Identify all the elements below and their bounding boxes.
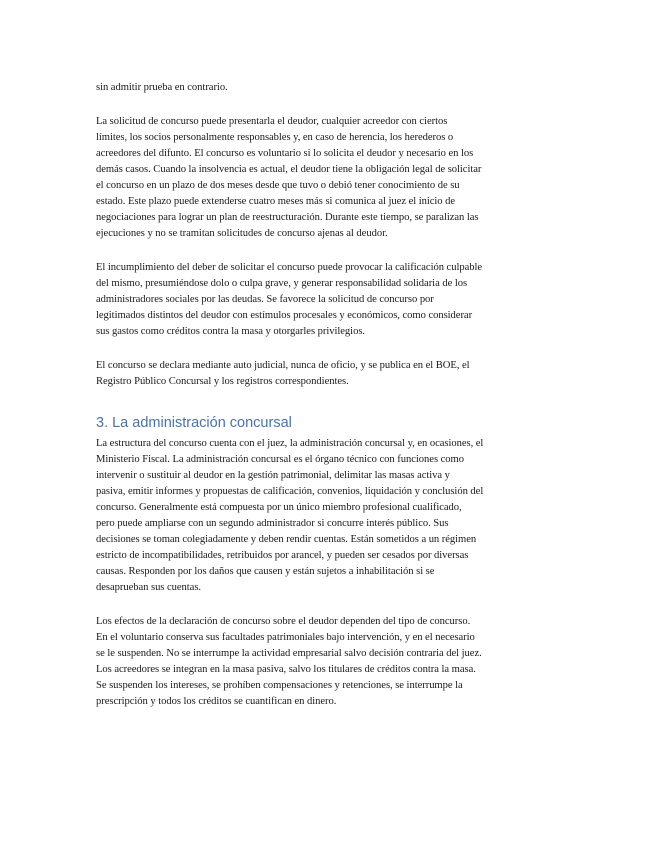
text-line: del mismo, presumiéndose dolo o culpa grave, y generar responsabilidad solidaria de los	[96, 278, 468, 289]
text-line: sin admitir prueba en contrario.	[96, 82, 228, 93]
section-heading: 3. La administración concursal	[96, 415, 292, 431]
paragraph-continuation	[96, 80, 564, 96]
text-line: pasiva, emitir informes y propuestas de calificación, convenios, liquidación y conclusión del	[96, 486, 484, 497]
paragraph-declaracion	[96, 358, 564, 390]
text-line: Registro Público Concursal y los registros correspondientes.	[96, 376, 349, 387]
text-line: estricto de incompatibilidades, retribuidos por arancel, y pueden ser cesados por diversas	[96, 550, 469, 561]
paragraph-incumplimiento	[96, 260, 564, 340]
text-line: administradores sociales por las deudas. Se favorece la solicitud de concurso por	[96, 294, 434, 305]
text-line: legitimados distintos del deudor con estímulos procesales y económicos, como considerar	[96, 310, 473, 321]
text-line: concurso. Generalmente está compuesta por un único miembro profesional cualificado,	[96, 502, 462, 513]
text-line: El incumplimiento del deber de solicitar el concurso puede provocar la calificación culpable	[96, 262, 483, 273]
text-line: prescripción y todos los créditos se cuantifican en dinero.	[96, 696, 337, 707]
paragraph-estructura	[96, 436, 564, 596]
text-line: sus gastos como créditos contra la masa y otorgarles privilegios.	[96, 326, 365, 337]
paragraph-efectos	[96, 614, 564, 710]
text-line: En el voluntario conserva sus facultades patrimoniales bajo intervención, y en el necesario	[96, 632, 475, 643]
text-line: desaprueban sus cuentas.	[96, 582, 201, 593]
text-line: El concurso se declara mediante auto judicial, nunca de oficio, y se publica en el BOE, el	[96, 360, 470, 371]
text-line: Los acreedores se integran en la masa pasiva, salvo los titulares de créditos contra la masa.	[96, 664, 476, 675]
text-line: pero puede ampliarse con un segundo administrador si concurre interés público. Sus	[96, 518, 449, 529]
text-line: límites, los socios personalmente responsables y, en caso de herencia, los herederos o	[96, 132, 454, 143]
text-line: Los efectos de la declaración de concurso sobre el deudor dependen del tipo de concurso.	[96, 616, 471, 627]
text-line: intervenir o sustituir al deudor en la gestión patrimonial, delimitar las masas activa y	[96, 470, 450, 481]
text-line: negociaciones para lograr un plan de reestructuración. Durante este tiempo, se paralizan las	[96, 212, 479, 223]
text-line: causas. Responden por los daños que causen y están sujetos a inhabilitación si se	[96, 566, 435, 577]
text-line: demás casos. Cuando la insolvencia es actual, el deudor tiene la obligación legal de solicitar	[96, 164, 482, 175]
text-line: La solicitud de concurso puede presentarla el deudor, cualquier acreedor con ciertos	[96, 116, 448, 127]
text-line: el concurso en un plazo de dos meses desde que tuvo o debió tener conocimiento de su	[96, 180, 460, 191]
text-line: Se suspenden los intereses, se prohíben compensaciones y retenciones, se interrumpe la	[96, 680, 463, 691]
text-line: Ministerio Fiscal. La administración concursal es el órgano técnico con funciones como	[96, 454, 464, 465]
text-line: ejecuciones y no se tramitan solicitudes de concurso ajenas al deudor.	[96, 228, 388, 239]
text-line: se le suspenden. No se interrumpe la actividad empresarial salvo decisión contraria del juez.	[96, 648, 482, 659]
text-line: estado. Este plazo puede extenderse cuatro meses más si comunica al juez el inicio de	[96, 196, 456, 207]
document-body	[96, 80, 564, 728]
text-line: acreedores del difunto. El concurso es voluntario si lo solicita el deudor y necesario en los	[96, 148, 474, 159]
paragraph-solicitud	[96, 114, 564, 242]
text-line: decisiones se toman colegiadamente y deben rendir cuentas. Están sometidos a un régimen	[96, 534, 477, 545]
text-line: La estructura del concurso cuenta con el juez, la administración concursal y, en ocasiones, el	[96, 438, 484, 449]
